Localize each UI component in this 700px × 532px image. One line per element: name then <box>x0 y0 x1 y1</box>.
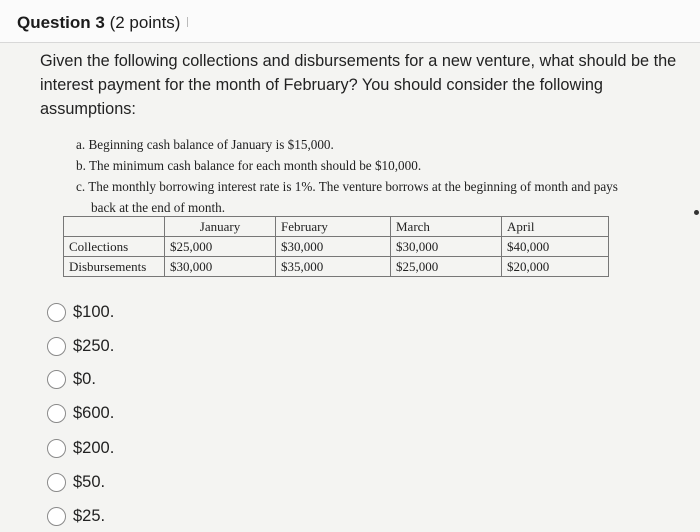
answer-option-600[interactable] <box>47 401 247 425</box>
table-cell: $30,000 <box>391 237 502 257</box>
answer-option-label: $100. <box>73 302 115 321</box>
table-header-row <box>64 217 609 237</box>
question-prompt: Given the following collections and disbursements for a new venture, what should be the interest payment for the month of February? You should consider the following assumptions: <box>40 52 677 118</box>
answer-option-25[interactable] <box>47 504 247 528</box>
assumptions-list <box>76 134 666 218</box>
answer-option-label: $0. <box>73 369 96 388</box>
answer-option-0[interactable] <box>47 367 247 391</box>
question-number: Question 3 <box>17 13 105 32</box>
radio-button[interactable] <box>47 303 66 322</box>
table-header-cell <box>64 217 165 237</box>
question-header <box>0 0 700 43</box>
table-header-cell: March <box>391 217 502 237</box>
table-header-cell: January <box>165 217 276 237</box>
table-row-label: Collections <box>64 237 165 257</box>
answer-option-label: $600. <box>73 403 115 422</box>
cash-flow-table <box>63 216 609 277</box>
question-title <box>17 13 180 33</box>
header-tick-mark <box>187 17 188 27</box>
table-cell: $25,000 <box>165 237 276 257</box>
edge-marker-dot <box>694 210 699 215</box>
radio-button[interactable] <box>47 404 66 423</box>
table-cell: $30,000 <box>165 257 276 277</box>
answer-option-50[interactable] <box>47 470 247 494</box>
table-header-cell: February <box>276 217 391 237</box>
answer-option-100[interactable] <box>47 300 247 324</box>
assumption-c-continued: back at the end of month. <box>91 200 226 215</box>
table-header-cell: April <box>502 217 609 237</box>
question-points: (2 points) <box>109 13 181 32</box>
radio-button[interactable] <box>47 337 66 356</box>
assumption-a: a. Beginning cash balance of January is $15,000. <box>76 137 334 152</box>
radio-button[interactable] <box>47 473 66 492</box>
answer-option-label: $200. <box>73 438 115 457</box>
answer-option-200[interactable] <box>47 436 247 460</box>
answer-option-label: $250. <box>73 336 115 355</box>
radio-button[interactable] <box>47 370 66 389</box>
radio-button[interactable] <box>47 507 66 526</box>
table-row-label: Disbursements <box>64 257 165 277</box>
table-cell: $25,000 <box>391 257 502 277</box>
table-cell: $20,000 <box>502 257 609 277</box>
table-cell: $30,000 <box>276 237 391 257</box>
table-row <box>64 237 609 257</box>
assumption-b: b. The minimum cash balance for each month should be $10,000. <box>76 158 422 173</box>
answer-option-250[interactable] <box>47 334 247 358</box>
answer-option-label: $25. <box>73 506 106 525</box>
assumption-c: c. The monthly borrowing interest rate is 1%. The venture borrows at the beginning of month and pays <box>76 179 618 194</box>
radio-button[interactable] <box>47 439 66 458</box>
table-row <box>64 257 609 277</box>
table-cell: $35,000 <box>276 257 391 277</box>
answer-option-label: $50. <box>73 472 106 491</box>
table-cell: $40,000 <box>502 237 609 257</box>
